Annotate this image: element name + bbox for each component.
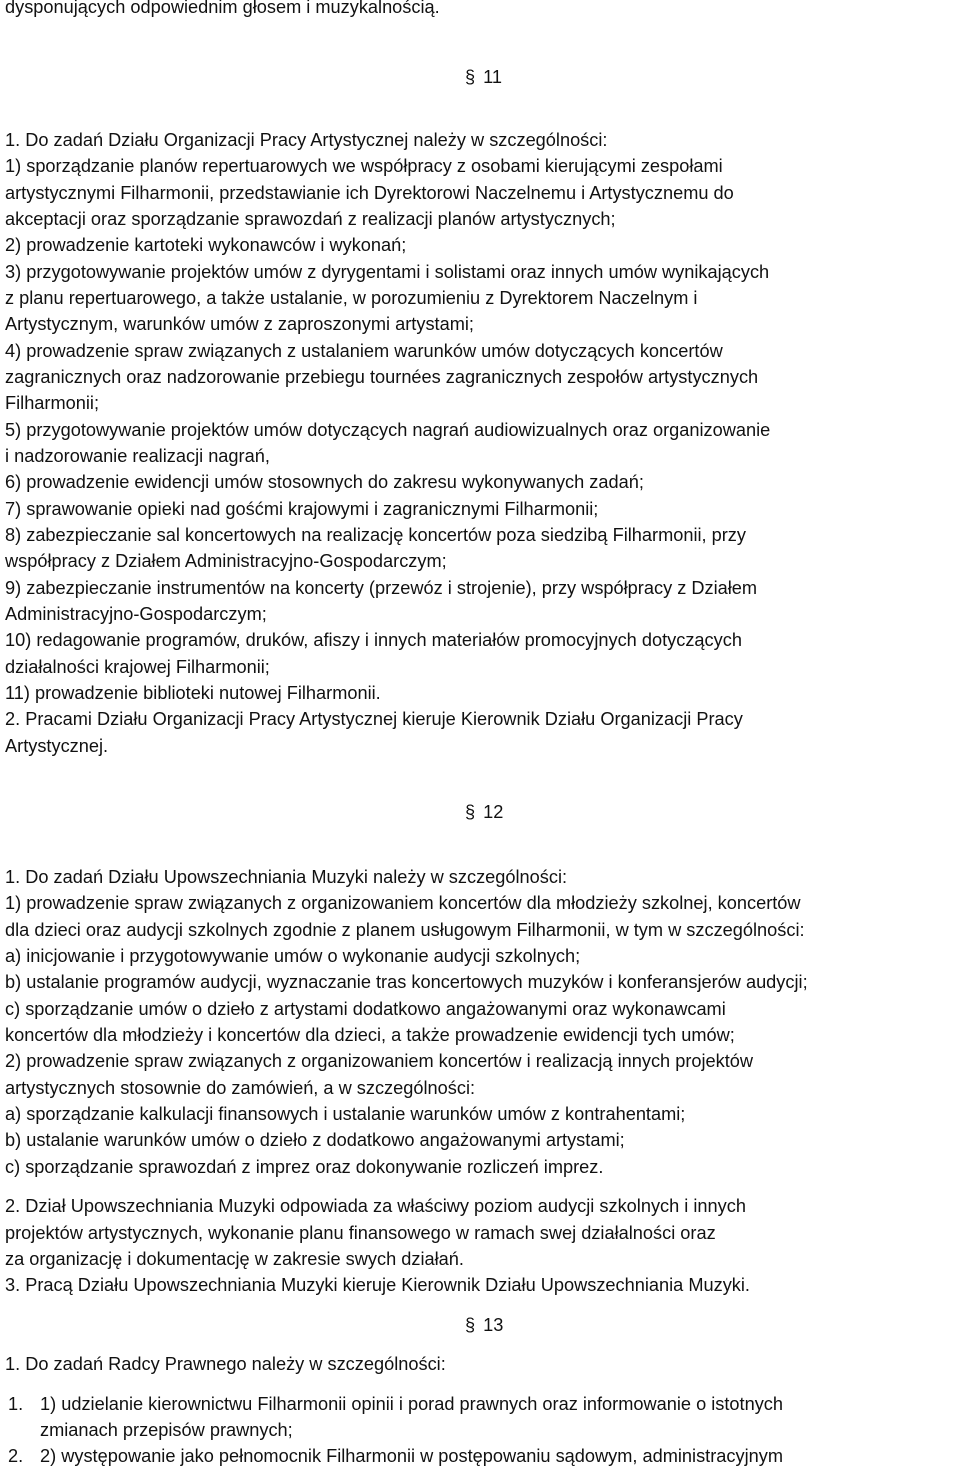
text-line: 10) redagowanie programów, druków, afiszy i innych materiałów promocyjnych dotyczących <box>5 630 742 650</box>
text-line: 2. Dział Upowszechniania Muzyki odpowiada za właściwy poziom audycji szkolnych i innych <box>5 1196 746 1216</box>
list-item-text: zmianach przepisów prawnych; <box>40 1420 293 1440</box>
list-item-text: 1) udzielanie kierownictwu Filharmonii opinii i porad prawnych oraz informowanie o istotnych <box>40 1394 784 1414</box>
text-line: projektów artystycznych, wykonanie planu finansowego w ramach swej działalności oraz <box>5 1223 716 1243</box>
text-line: 11) prowadzenie biblioteki nutowej Filharmonii. <box>5 683 381 703</box>
text-line: działalności krajowej Filharmonii; <box>5 657 270 677</box>
list-marker: 2. <box>8 1446 24 1466</box>
text-line: artystycznymi Filharmonii, przedstawianie ich Dyrektorowi Naczelnemu i Artystycznemu do <box>5 183 734 203</box>
text-line: 2) prowadzenie kartoteki wykonawców i wykonań; <box>5 235 407 255</box>
text-line: koncertów dla młodzieży i koncertów dla dzieci, a także prowadzenie ewidencji tych umów; <box>5 1025 735 1045</box>
text-line: 1. Do zadań Radcy Prawnego należy w szczególności: <box>5 1354 446 1374</box>
text-line: z planu repertuarowego, a także ustalanie, w porozumieniu z Dyrektorem Naczelnym i <box>5 288 698 308</box>
text-line: Artystycznym, warunków umów z zaproszonymi artystami; <box>5 314 474 334</box>
text-line: 8) zabezpieczanie sal koncertowych na realizację koncertów poza siedzibą Filharmonii, przy <box>5 525 746 545</box>
text-line: 2. Pracami Działu Organizacji Pracy Artystycznej kieruje Kierownik Działu Organizacji Pracy <box>5 709 743 729</box>
section-heading-11 <box>465 64 502 90</box>
section-symbol: § <box>465 1315 476 1335</box>
text-line: 3. Pracą Działu Upowszechniania Muzyki kieruje Kierownik Działu Upowszechniania Muzyki. <box>5 1275 750 1295</box>
section-symbol: § <box>465 802 476 822</box>
text-line: Administracyjno-Gospodarczym; <box>5 604 267 624</box>
text-line: 2) prowadzenie spraw związanych z organizowaniem koncertów i realizacją innych projektów <box>5 1051 754 1071</box>
text-line: akceptacji oraz sporządzanie sprawozdań z realizacji planów artystycznych; <box>5 209 616 229</box>
text-line: Filharmonii; <box>5 393 99 413</box>
text-line: 1. Do zadań Działu Upowszechniania Muzyki należy w szczególności: <box>5 867 568 887</box>
text-line: 1) prowadzenie spraw związanych z organizowaniem koncertów dla młodzieży szkolnej, koncertów <box>5 893 801 913</box>
text-line: dla dzieci oraz audycji szkolnych zgodnie z planem usługowym Filharmonii, w tym w szczególności: <box>5 920 805 940</box>
text-line: b) ustalanie warunków umów o dzieło z dodatkowo angażowanymi artystami; <box>5 1130 625 1150</box>
text-line: 4) prowadzenie spraw związanych z ustalaniem warunków umów dotyczących koncertów <box>5 341 723 361</box>
list-item-text: 2) występowanie jako pełnomocnik Filharmonii w postępowaniu sądowym, administracyjnym <box>40 1446 783 1466</box>
text-line: 7) sprawowanie opieki nad gośćmi krajowymi i zagranicznymi Filharmonii; <box>5 499 599 519</box>
text-line: 3) przygotowywanie projektów umów z dyrygentami i solistami oraz innych umów wynikających <box>5 262 770 282</box>
section-heading-12 <box>465 799 503 825</box>
text-line: 9) zabezpieczanie instrumentów na koncerty (przewóz i strojenie), przy współpracy z Działem <box>5 578 758 598</box>
list-marker: 1. <box>8 1394 24 1414</box>
text-line: 5) przygotowywanie projektów umów dotyczących nagrań audiowizualnych oraz organizowanie <box>5 420 771 440</box>
section-symbol: § <box>465 67 476 87</box>
text-line: i nadzorowanie realizacji nagrań, <box>5 446 270 466</box>
text-line: 1. Do zadań Działu Organizacji Pracy Artystycznej należy w szczególności: <box>5 130 608 150</box>
text-line: b) ustalanie programów audycji, wyznaczanie tras koncertowych muzyków i konferansjerów audycji; <box>5 972 808 992</box>
text-line: za organizację i dokumentację w zakresie swych działań. <box>5 1249 464 1269</box>
text-line: a) sporządzanie kalkulacji finansowych i ustalanie warunków umów z kontrahentami; <box>5 1104 686 1124</box>
text-line: 6) prowadzenie ewidencji umów stosownych do zakresu wykonywanych zadań; <box>5 472 644 492</box>
text-line: artystycznych stosownie do zamówień, a w szczególności: <box>5 1078 476 1098</box>
text-line: c) sporządzanie umów o dzieło z artystami dodatkowo angażowanymi oraz wykonawcami <box>5 999 726 1019</box>
text-line: współpracy z Działem Administracyjno-Gospodarczym; <box>5 551 447 571</box>
text-line: dysponujących odpowiednim głosem i muzykalnością. <box>5 0 440 17</box>
text-line: c) sporządzanie sprawozdań z imprez oraz dokonywanie rozliczeń imprez. <box>5 1157 604 1177</box>
section-heading-13 <box>465 1312 503 1338</box>
text-line: Artystycznej. <box>5 736 109 756</box>
section-number: 11 <box>483 67 503 87</box>
text-line: zagranicznych oraz nadzorowanie przebiegu tournées zagranicznych zespołów artystycznych <box>5 367 759 387</box>
text-line: a) inicjowanie i przygotowywanie umów o wykonanie audycji szkolnych; <box>5 946 581 966</box>
section-number: 12 <box>483 802 504 822</box>
section-number: 13 <box>483 1315 504 1335</box>
text-line: 1) sporządzanie planów repertuarowych we współpracy z osobami kierującymi zespołami <box>5 156 723 176</box>
